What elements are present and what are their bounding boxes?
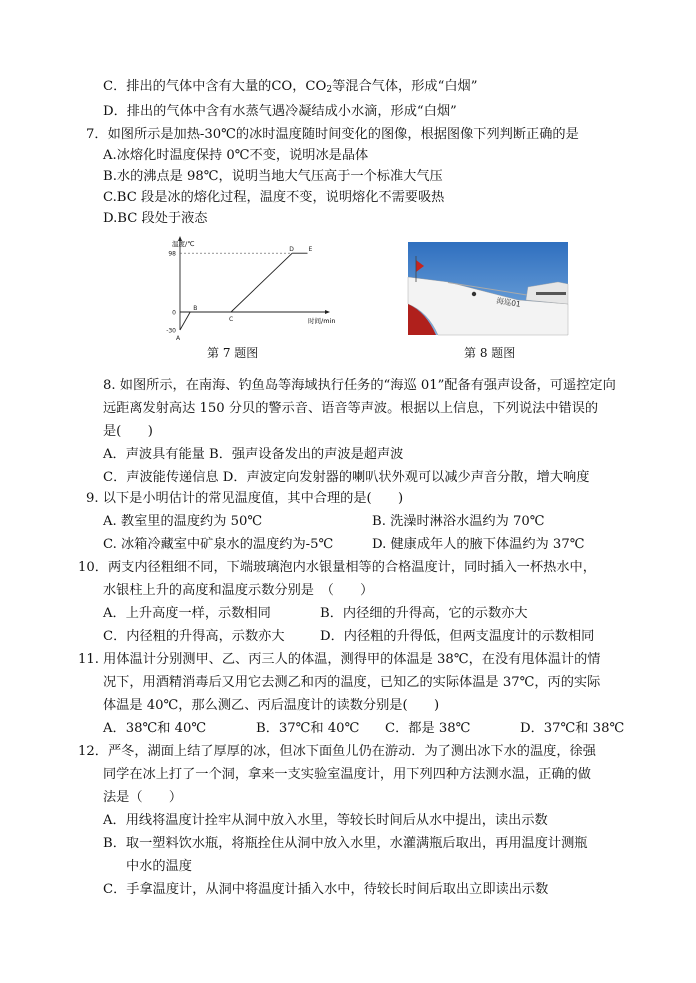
question-11-line-3: 体温是 40℃，那么测乙、丙后温度计的读数分别是( ) [103,698,440,713]
option-8cd: C．声波能传递信息 D．声波定向发射器的喇叭状外观可以减少声音分散，增大响度 [103,470,590,485]
question-10-line-1: 10．两支内径粗细不同，下端玻璃泡内水银量相等的合格温度计，同时插入一杯热水中， [78,560,596,575]
point-label-E: E [308,246,313,254]
temperature-time-chart [150,234,350,342]
figure-7-caption: 第 7 题图 [207,346,259,360]
ship-hull-text: 海巡01 [495,296,522,309]
option-12a: A．用线将温度计拴牢从洞中放入水里，等较长时间后从水中提出，读出示数 [103,813,548,828]
option-8ab: A．声波具有能量 B．强声设备发出的声波是超声波 [103,447,404,462]
option-12c: C．手拿温度计，从洞中将温度计插入水中，待较长时间后取出立即读出示数 [103,882,549,897]
option-9a: A. 教室里的温度约为 50℃ [103,514,263,529]
option-7a: A.冰熔化时温度保持 0℃不变，说明冰是晶体 [103,148,369,163]
question-12-line-3: 法是（ ） [103,790,183,805]
point-label-B: B [193,305,198,312]
y-tick-label: -30 [166,327,176,335]
point-label-D: D [289,246,294,254]
option-11a: A．38℃和 40℃ [103,721,207,736]
option-7b: B.水的沸点是 98℃，说明当地大气压高于一个标准大气压 [103,169,443,184]
option-11d: D．37℃和 38℃ [520,721,625,736]
option-11c: C．都是 38℃ [385,721,471,736]
x-axis-label: 时间/min [308,317,336,325]
figure-8-caption: 第 8 题图 [464,346,516,360]
option-7d: D.BC 段处于液态 [103,211,208,226]
option-7c: C.BC 段是冰的熔化过程，温度不变，说明熔化不需要吸热 [103,190,445,205]
option-12b-line-1: B．取一塑料饮水瓶，将瓶拴住从洞中放入水里，水灌满瓶后取出，再用温度计测瓶 [103,836,588,851]
question-12-line-2: 同学在冰上打了一个洞，拿来一支实验室温度计，用下列四种方法测水温，正确的做 [103,767,591,782]
x-axis-arrow [325,310,330,314]
option-10d: D．内径粗的升得低，但两支温度计的示数相同 [320,629,595,644]
option-9c: C. 冰箱冷藏室中矿泉水的温度约为-5℃ [103,537,334,552]
graph-segment-AB [180,312,190,330]
option-6c [103,78,477,99]
question-8-line-1: 8. 如图所示，在南海、钓鱼岛等海域执行任务的“海巡 01”配备有强声设备，可遥控定向 [103,378,616,393]
ship-emblem [472,292,476,296]
option-10c: C．内径粗的升得高，示数亦大 [103,629,285,644]
option-6d: D．排出的气体中含有水蒸气遇冷凝结成小水滴，形成“白烟” [103,104,457,119]
question-8-line-3: 是( ) [103,424,153,439]
ship-window-row [536,292,566,295]
option-11b: B．37℃和 40℃ [256,721,360,736]
question-10-line-2: 水银柱上升的高度和温度示数分别是 （ ） [103,583,374,598]
question-8-line-2: 远距离发射高达 150 分贝的警示音、语音等声波。根据以上信息，下列说法中错误的 [103,401,599,416]
option-12b-line-2: 中水的温度 [126,859,192,874]
option-10b: B．内径细的升得高，它的示数亦大 [320,606,528,621]
option-9d: D. 健康成年人的腋下体温约为 37℃ [372,537,585,552]
ship-photo [408,242,568,335]
point-label-A: A [176,335,181,342]
question-7: 7．如图所示是加热-30℃的冰时温度随时间变化的图像，根据图像下列判断正确的是 [86,127,579,142]
question-11-line-2: 况下，用酒精消毒后又用它去测乙和丙的温度，已知乙的实际体温是 37℃，丙的实际 [103,675,601,690]
option-10a: A．上升高度一样，示数相同 [103,606,271,621]
option-6c-text: C．排出的气体中含有大量的CO，CO [103,79,327,94]
question-12-line-1: 12．严冬，湖面上结了厚厚的冰，但冰下面鱼儿仍在游动．为了测出冰下水的温度，徐强 [78,744,596,759]
question-11-line-1: 11. 用体温计分别测甲、乙、丙三人的体温，测得甲的体温是 38℃，在没有甩体温计的情 [78,652,601,667]
y-axis-label: 温度/℃ [172,240,195,248]
y-tick-label: 0 [172,309,176,317]
option-6c-tail: 等混合气体，形成“白烟” [332,79,478,94]
co2-subscript: 2 [326,85,333,95]
option-9b: B. 洗澡时淋浴水温约为 70℃ [372,514,545,529]
question-9: 9. 以下是小明估计的常见温度值，其中合理的是( ) [86,491,404,506]
point-label-C: C [229,316,234,323]
y-tick-label: 98 [168,250,176,258]
graph-segment-CD [231,253,292,312]
